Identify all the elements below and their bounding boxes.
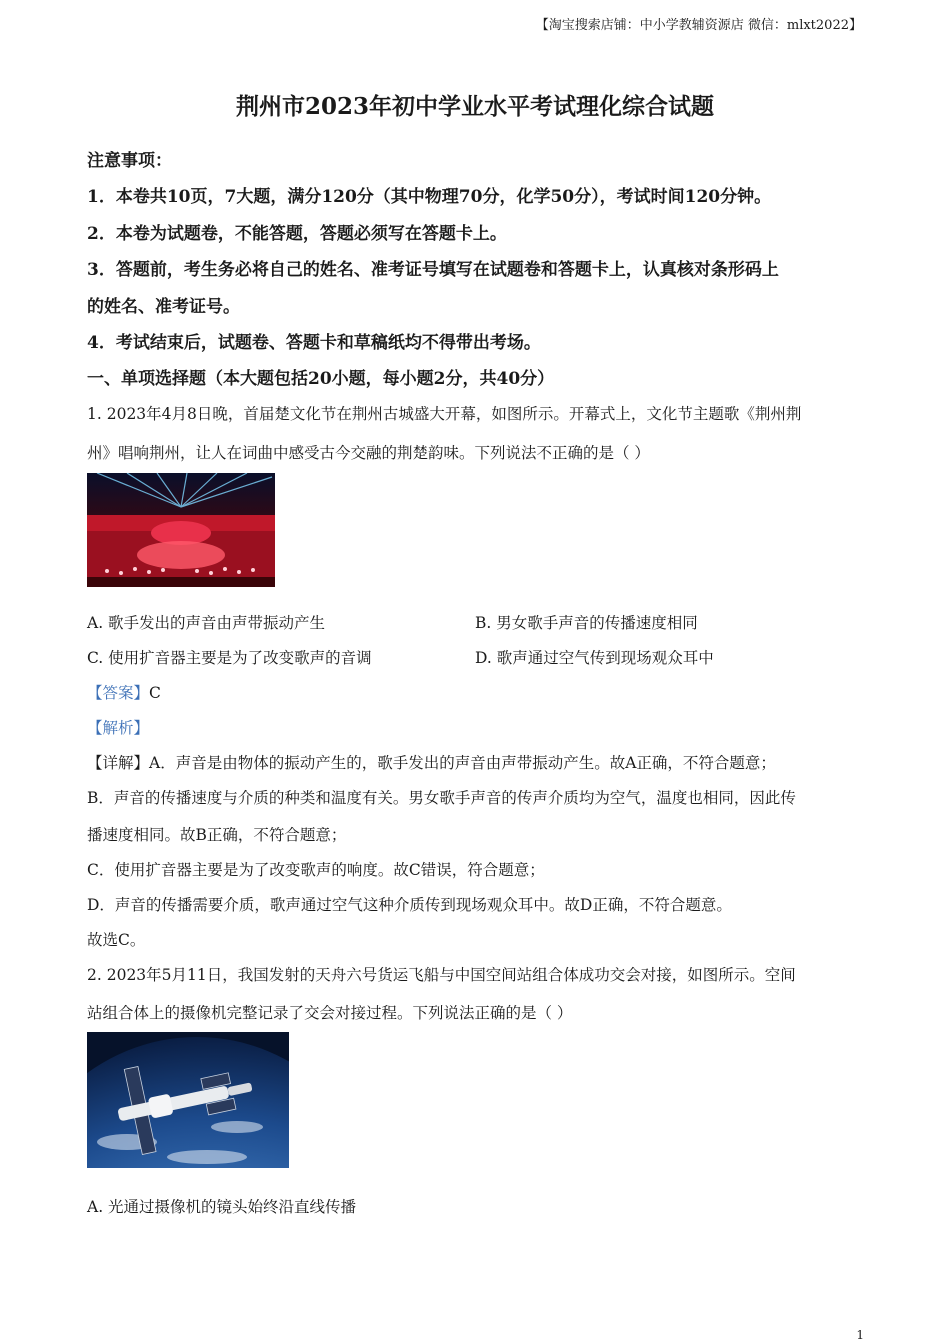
q2-space-station-photo (87, 1032, 289, 1168)
notice-item: 3．答题前，考生务必将自己的姓名、准考证号填写在试题卷和答题卡上，认真核对条形码上 (87, 260, 779, 280)
q1-option-c: C. 使用扩音器主要是为了改变歌声的音调 (87, 649, 372, 667)
notice-item: 2．本卷为试题卷，不能答题，答题必须写在答题卡上。 (87, 224, 507, 244)
q2-stem: 站组合体上的摄像机完整记录了交会对接过程。下列说法正确的是（ ） (87, 1004, 573, 1022)
q1-detail-line: C．使用扩音器主要是为了改变歌声的响度。故C错误，符合题意； (87, 861, 545, 879)
answer-tag: 【答案】 (87, 684, 150, 702)
q1-detail-line: 故选C。 (87, 931, 146, 949)
q1-detail-line: D．声音的传播需要介质，歌声通过空气这种介质传到现场观众耳中。故D正确，不符合题意。 (87, 896, 732, 914)
q1-stage-photo (87, 473, 275, 587)
notice-item: 4．考试结束后，试题卷、答题卡和草稿纸均不得带出考场。 (87, 333, 541, 353)
analysis-tag: 【解析】 (87, 719, 150, 737)
q1-stem: 州》唱响荆州，让人在词曲中感受古今交融的荆楚韵味。下列说法不正确的是（ ） (87, 444, 650, 462)
header-note: 【淘宝搜索店铺：中小学教辅资源店 微信：mlxt2022】 (535, 18, 862, 33)
q1-option-d: D. 歌声通过空气传到现场观众耳中 (475, 649, 714, 667)
q1-answer (87, 681, 161, 703)
q1-detail-line (87, 751, 776, 773)
q1-stem: 1. 2023年4月8日晚，首届楚文化节在荆州古城盛大开幕，如图所示。开幕式上，文化节主题歌《荆州荆 (87, 405, 802, 423)
notice-item: 1．本卷共10页，7大题，满分120分（其中物理70分，化学50分），考试时间120分钟。 (87, 187, 772, 207)
section-heading: 一、单项选择题（本大题包括20小题，每小题2分，共40分） (87, 369, 555, 389)
page-number: 1 (856, 1328, 864, 1342)
detail-tag: 【详解】 (87, 754, 150, 772)
q1-option-a: A. 歌手发出的声音由声带振动产生 (87, 614, 326, 632)
notice-heading: 注意事项： (87, 151, 172, 171)
page-title: 荆州市2023年初中学业水平考试理化综合试题 (235, 93, 714, 120)
q2-option-a: A. 光通过摄像机的镜头始终沿直线传播 (87, 1198, 357, 1216)
q1-detail-line: 播速度相同。故B正确，不符合题意； (87, 826, 347, 844)
notice-item: 的姓名、准考证号。 (87, 297, 240, 317)
q1-option-b: B. 男女歌手声音的传播速度相同 (475, 614, 698, 632)
q1-detail-line: B．声音的传播速度与介质的种类和温度有关。男女歌手声音的传声介质均为空气，温度也相同，因此传 (87, 789, 796, 807)
detail-text: A．声音是由物体的振动产生的，歌手发出的声音由声带振动产生。故A正确，不符合题意； (149, 754, 776, 772)
answer-value: C (149, 684, 161, 702)
q2-stem: 2. 2023年5月11日，我国发射的天舟六号货运飞船与中国空间站组合体成功交会对接，如图所示。空间 (87, 966, 796, 984)
